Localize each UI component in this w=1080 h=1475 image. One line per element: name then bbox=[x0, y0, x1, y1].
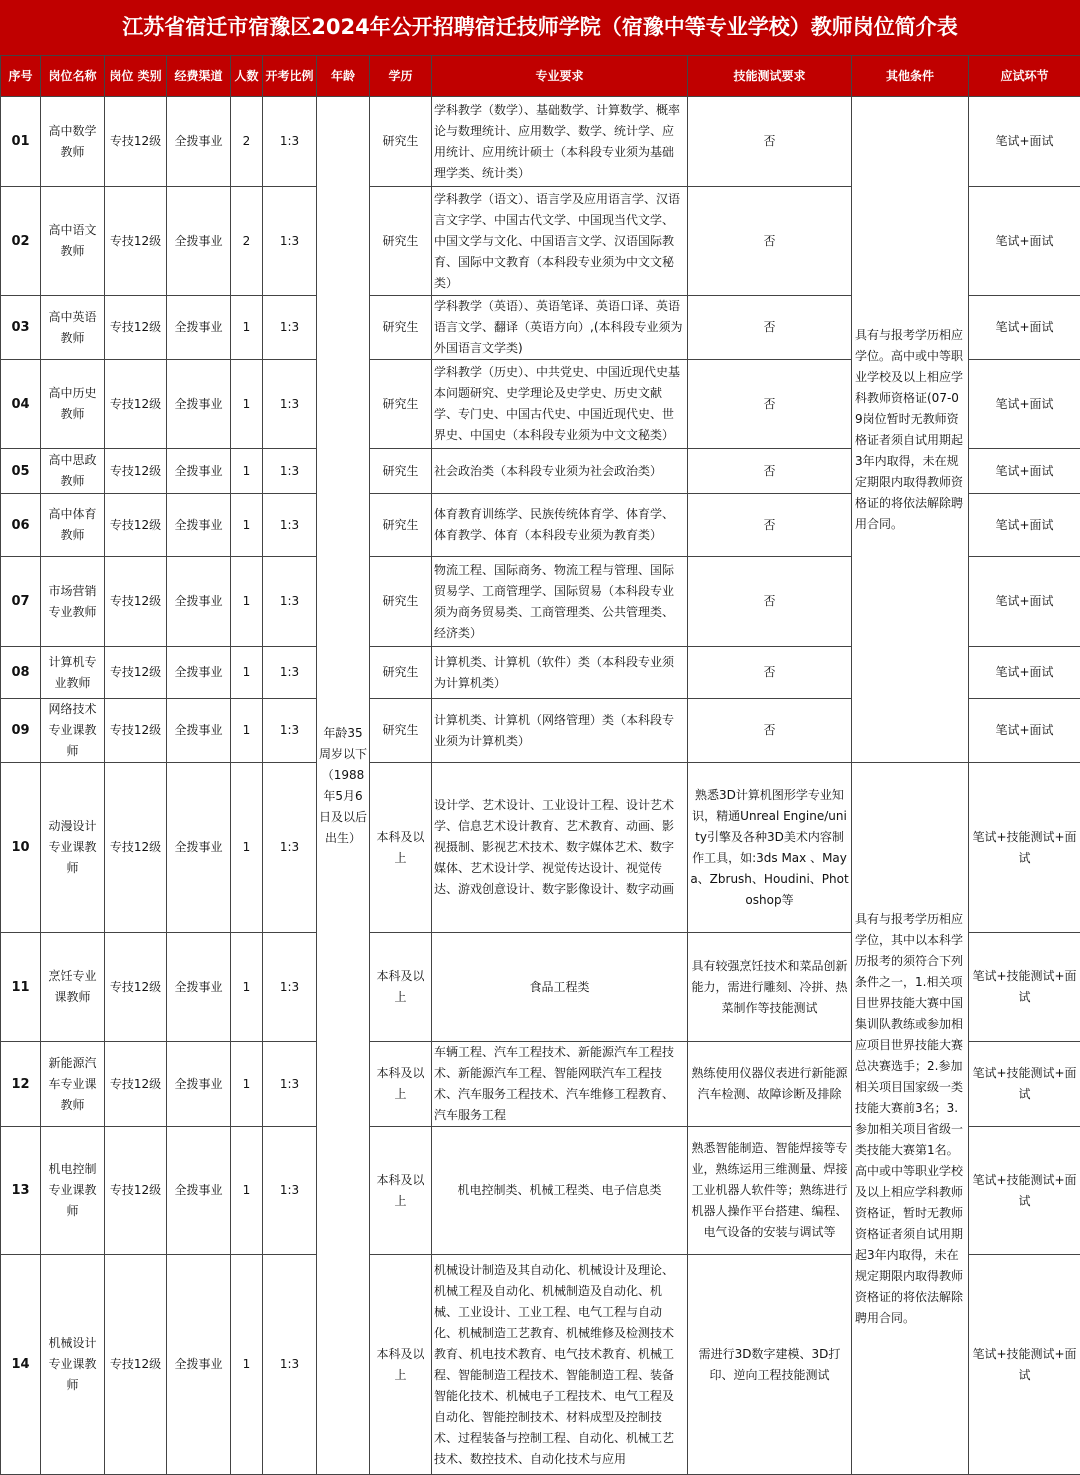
cell-category: 专技12级 bbox=[105, 449, 167, 494]
header-funding: 经费渠道 bbox=[167, 56, 231, 97]
cell-major: 体育教育训练学、民族传统体育学、体育学、体育教学、体育（本科段专业须为教育类） bbox=[432, 494, 688, 557]
table-row bbox=[1, 763, 1080, 933]
cell-count: 1 bbox=[231, 449, 263, 494]
cell-skill-test: 需进行3D数字建模、3D打印、逆向工程技能测试 bbox=[688, 1255, 852, 1475]
cell-category: 专技12级 bbox=[105, 494, 167, 557]
cell-exam: 笔试+面试 bbox=[969, 699, 1080, 763]
cell-funding: 全拨事业 bbox=[167, 449, 231, 494]
cell-count: 1 bbox=[231, 647, 263, 699]
cell-major: 设计学、艺术设计、工业设计工程、设计艺术学、信息艺术设计教育、艺术教育、动画、影视摄制、影视艺术技术、数字媒体艺术、数字媒体、艺术设计学、视觉传达设计、视觉传达、游戏创意设计、数字影像设计、数字动画 bbox=[432, 763, 688, 933]
cell-funding: 全拨事业 bbox=[167, 494, 231, 557]
cell-count: 2 bbox=[231, 187, 263, 296]
cell-skill-test: 否 bbox=[688, 557, 852, 647]
cell-major: 车辆工程、汽车工程技术、新能源汽车工程技术、新能源汽车工程、智能网联汽车工程技术、汽车服务工程技术、汽车维修工程教育、汽车服务工程 bbox=[432, 1042, 688, 1127]
header-ratio: 开考比例 bbox=[263, 56, 317, 97]
cell-ratio: 1:3 bbox=[263, 449, 317, 494]
cell-funding: 全拨事业 bbox=[167, 187, 231, 296]
cell-funding: 全拨事业 bbox=[167, 647, 231, 699]
cell-seq: 08 bbox=[1, 647, 41, 699]
header-other: 其他条件 bbox=[852, 56, 969, 97]
cell-other-conditions: 具有与报考学历相应学位。高中或中等职业学校及以上相应学科教师资格证(07-09岗位暂时无教师资格证者须自试用期起3年内取得，未在规定期限内取得教师资格证的将依法解除聘用合同。 bbox=[852, 97, 969, 763]
cell-major: 学科教学（数学）、基础数学、计算数学、概率论与数理统计、应用数学、数学、统计学、应用统计、应用统计硕士（本科段专业须为基础理学类、统计类） bbox=[432, 97, 688, 187]
cell-funding: 全拨事业 bbox=[167, 1255, 231, 1475]
cell-ratio: 1:3 bbox=[263, 933, 317, 1042]
cell-funding: 全拨事业 bbox=[167, 933, 231, 1042]
cell-skill-test: 否 bbox=[688, 494, 852, 557]
cell-major: 计算机类、计算机（网络管理）类（本科段专业须为计算机类） bbox=[432, 699, 688, 763]
cell-funding: 全拨事业 bbox=[167, 763, 231, 933]
cell-major: 学科教学（英语）、英语笔译、英语口译、英语语言文学、翻译（英语方向）,(本科段专业须为外国语言文学类) bbox=[432, 296, 688, 360]
cell-count: 1 bbox=[231, 557, 263, 647]
cell-seq: 03 bbox=[1, 296, 41, 360]
cell-ratio: 1:3 bbox=[263, 647, 317, 699]
cell-seq: 12 bbox=[1, 1042, 41, 1127]
cell-exam: 笔试+面试 bbox=[969, 360, 1080, 449]
cell-count: 1 bbox=[231, 1042, 263, 1127]
cell-funding: 全拨事业 bbox=[167, 557, 231, 647]
cell-education: 研究生 bbox=[370, 494, 432, 557]
cell-seq: 07 bbox=[1, 557, 41, 647]
cell-education: 研究生 bbox=[370, 699, 432, 763]
cell-skill-test: 否 bbox=[688, 360, 852, 449]
header-skill-test: 技能测试要求 bbox=[688, 56, 852, 97]
page-title: 江苏省宿迁市宿豫区2024年公开招聘宿迁技师学院（宿豫中等专业学校）教师岗位简介表 bbox=[0, 0, 1080, 55]
cell-major: 物流工程、国际商务、物流工程与管理、国际贸易学、工商管理学、国际贸易（本科段专业须为商务贸易类、工商管理类、公共管理类、经济类） bbox=[432, 557, 688, 647]
cell-exam: 笔试+技能测试+面试 bbox=[969, 1127, 1080, 1255]
cell-name: 高中语文教师 bbox=[41, 187, 105, 296]
cell-count: 1 bbox=[231, 1127, 263, 1255]
cell-ratio: 1:3 bbox=[263, 296, 317, 360]
cell-education: 本科及以上 bbox=[370, 1042, 432, 1127]
cell-count: 1 bbox=[231, 933, 263, 1042]
cell-name: 高中英语教师 bbox=[41, 296, 105, 360]
cell-name: 网络技术专业课教师 bbox=[41, 699, 105, 763]
cell-major: 机械设计制造及其自动化、机械设计及理论、机械工程及自动化、机械制造及自动化、机械、工业设计、工业工程、电气工程与自动化、机械制造工艺教育、机械维修及检测技术教育、机电技术教育、电气技术教育、机械工程、智能制造工程技术、智能制造工程、装备智能化技术、机械电子工程技术、电气工程及自动化、智能控制技术、材料成型及控制技术、过程装备与控制工程、自动化、机械工艺技术、数控技术、自动化技术与应用 bbox=[432, 1255, 688, 1475]
cell-major: 食品工程类 bbox=[432, 933, 688, 1042]
cell-count: 1 bbox=[231, 296, 263, 360]
cell-category: 专技12级 bbox=[105, 187, 167, 296]
cell-exam: 笔试+面试 bbox=[969, 449, 1080, 494]
cell-major: 学科教学（历史）、中共党史、中国近现代史基本问题研究、史学理论及史学史、历史文献学、专门史、中国古代史、中国近现代史、世界史、中国史（本科段专业须为中文文秘类） bbox=[432, 360, 688, 449]
cell-category: 专技12级 bbox=[105, 97, 167, 187]
cell-ratio: 1:3 bbox=[263, 494, 317, 557]
cell-name: 高中历史教师 bbox=[41, 360, 105, 449]
cell-skill-test: 否 bbox=[688, 296, 852, 360]
header-age: 年龄 bbox=[317, 56, 370, 97]
header-education: 学历 bbox=[370, 56, 432, 97]
cell-exam: 笔试+面试 bbox=[969, 97, 1080, 187]
cell-name: 烹饪专业课教师 bbox=[41, 933, 105, 1042]
cell-count: 1 bbox=[231, 699, 263, 763]
cell-education: 研究生 bbox=[370, 647, 432, 699]
cell-exam: 笔试+面试 bbox=[969, 557, 1080, 647]
cell-seq: 13 bbox=[1, 1127, 41, 1255]
cell-ratio: 1:3 bbox=[263, 763, 317, 933]
cell-education: 研究生 bbox=[370, 296, 432, 360]
cell-ratio: 1:3 bbox=[263, 1255, 317, 1475]
cell-seq: 02 bbox=[1, 187, 41, 296]
cell-count: 1 bbox=[231, 494, 263, 557]
cell-skill-test: 否 bbox=[688, 187, 852, 296]
table-row bbox=[1, 97, 1080, 187]
cell-education: 研究生 bbox=[370, 97, 432, 187]
cell-ratio: 1:3 bbox=[263, 97, 317, 187]
cell-exam: 笔试+面试 bbox=[969, 494, 1080, 557]
cell-major: 计算机类、计算机（软件）类（本科段专业须为计算机类） bbox=[432, 647, 688, 699]
cell-funding: 全拨事业 bbox=[167, 1127, 231, 1255]
cell-other-conditions: 具有与报考学历相应学位，其中以本科学历报考的须符合下列条件之一，1.相关项目世界技能大赛中国集训队教练或参加相应项目世界技能大赛总决赛选手；2.参加相关项目国家级一类技能大赛前3名；3.参加相关项目省级一类技能大赛第1名。高中或中等职业学校及以上相应学科教师资格证，暂时无教师资格证者须自试用期起3年内取得，未在规定期限内取得教师资格证的将依法解除聘用合同。 bbox=[852, 763, 969, 1475]
cell-exam: 笔试+面试 bbox=[969, 647, 1080, 699]
cell-education: 本科及以上 bbox=[370, 933, 432, 1042]
cell-name: 机电控制专业课教师 bbox=[41, 1127, 105, 1255]
cell-skill-test: 熟悉3D计算机图形学专业知识，精通Unreal Engine/unity引擎及各种3D美术内容制作工具，如:3ds Max 、Maya、Zbrush、Houdini、Photoshop等 bbox=[688, 763, 852, 933]
cell-category: 专技12级 bbox=[105, 933, 167, 1042]
positions-table bbox=[0, 55, 1080, 1475]
header-count: 人数 bbox=[231, 56, 263, 97]
cell-skill-test: 熟练使用仪器仪表进行新能源汽车检测、故障诊断及排除 bbox=[688, 1042, 852, 1127]
cell-education: 研究生 bbox=[370, 360, 432, 449]
cell-name: 计算机专业教师 bbox=[41, 647, 105, 699]
cell-skill-test: 否 bbox=[688, 449, 852, 494]
cell-funding: 全拨事业 bbox=[167, 1042, 231, 1127]
cell-major: 社会政治类（本科段专业须为社会政治类） bbox=[432, 449, 688, 494]
header-name: 岗位名称 bbox=[41, 56, 105, 97]
cell-education: 研究生 bbox=[370, 187, 432, 296]
cell-category: 专技12级 bbox=[105, 1255, 167, 1475]
cell-funding: 全拨事业 bbox=[167, 699, 231, 763]
cell-category: 专技12级 bbox=[105, 1042, 167, 1127]
cell-seq: 14 bbox=[1, 1255, 41, 1475]
cell-skill-test: 否 bbox=[688, 647, 852, 699]
cell-count: 1 bbox=[231, 360, 263, 449]
cell-exam: 笔试+面试 bbox=[969, 187, 1080, 296]
cell-exam: 笔试+技能测试+面试 bbox=[969, 763, 1080, 933]
cell-seq: 11 bbox=[1, 933, 41, 1042]
cell-seq: 09 bbox=[1, 699, 41, 763]
cell-count: 2 bbox=[231, 97, 263, 187]
cell-ratio: 1:3 bbox=[263, 1042, 317, 1127]
cell-ratio: 1:3 bbox=[263, 1127, 317, 1255]
cell-category: 专技12级 bbox=[105, 1127, 167, 1255]
cell-category: 专技12级 bbox=[105, 557, 167, 647]
cell-count: 1 bbox=[231, 1255, 263, 1475]
cell-funding: 全拨事业 bbox=[167, 97, 231, 187]
cell-name: 高中数学教师 bbox=[41, 97, 105, 187]
cell-name: 高中思政教师 bbox=[41, 449, 105, 494]
cell-age: 年龄35周岁以下（1988年5月6日及以后出生） bbox=[317, 97, 370, 1475]
cell-skill-test: 否 bbox=[688, 699, 852, 763]
cell-major: 机电控制类、机械工程类、电子信息类 bbox=[432, 1127, 688, 1255]
cell-name: 新能源汽车专业课教师 bbox=[41, 1042, 105, 1127]
cell-exam: 笔试+技能测试+面试 bbox=[969, 933, 1080, 1042]
cell-funding: 全拨事业 bbox=[167, 296, 231, 360]
cell-ratio: 1:3 bbox=[263, 187, 317, 296]
cell-name: 高中体育教师 bbox=[41, 494, 105, 557]
cell-exam: 笔试+技能测试+面试 bbox=[969, 1042, 1080, 1127]
cell-education: 本科及以上 bbox=[370, 763, 432, 933]
cell-seq: 01 bbox=[1, 97, 41, 187]
cell-ratio: 1:3 bbox=[263, 699, 317, 763]
cell-education: 本科及以上 bbox=[370, 1127, 432, 1255]
cell-name: 动漫设计专业课教师 bbox=[41, 763, 105, 933]
cell-seq: 05 bbox=[1, 449, 41, 494]
cell-name: 机械设计专业课教师 bbox=[41, 1255, 105, 1475]
cell-skill-test: 熟悉智能制造、智能焊接等专业，熟练运用三维测量、焊接工业机器人软件等；熟练进行机器人操作平台搭建、编程、电气设备的安装与调试等 bbox=[688, 1127, 852, 1255]
cell-skill-test: 具有较强烹饪技术和菜品创新能力，需进行雕刻、冷拼、热菜制作等技能测试 bbox=[688, 933, 852, 1042]
cell-education: 研究生 bbox=[370, 557, 432, 647]
cell-skill-test: 否 bbox=[688, 97, 852, 187]
cell-major: 学科教学（语文）、语言学及应用语言学、汉语言文字学、中国古代文学、中国现当代文学、中国文学与文化、中国语言文学、汉语国际教育、国际中文教育（本科段专业须为中文文秘类） bbox=[432, 187, 688, 296]
cell-seq: 04 bbox=[1, 360, 41, 449]
cell-category: 专技12级 bbox=[105, 699, 167, 763]
header-major: 专业要求 bbox=[432, 56, 688, 97]
cell-category: 专技12级 bbox=[105, 763, 167, 933]
header-row bbox=[1, 56, 1080, 97]
cell-education: 研究生 bbox=[370, 449, 432, 494]
cell-category: 专技12级 bbox=[105, 647, 167, 699]
cell-category: 专技12级 bbox=[105, 360, 167, 449]
cell-exam: 笔试+面试 bbox=[969, 296, 1080, 360]
cell-category: 专技12级 bbox=[105, 296, 167, 360]
header-category: 岗位 类别 bbox=[105, 56, 167, 97]
cell-seq: 06 bbox=[1, 494, 41, 557]
cell-seq: 10 bbox=[1, 763, 41, 933]
cell-name: 市场营销专业教师 bbox=[41, 557, 105, 647]
header-seq: 序号 bbox=[1, 56, 41, 97]
cell-funding: 全拨事业 bbox=[167, 360, 231, 449]
cell-ratio: 1:3 bbox=[263, 557, 317, 647]
header-exam: 应试环节 bbox=[969, 56, 1080, 97]
cell-ratio: 1:3 bbox=[263, 360, 317, 449]
cell-count: 1 bbox=[231, 763, 263, 933]
cell-education: 本科及以上 bbox=[370, 1255, 432, 1475]
cell-exam: 笔试+技能测试+面试 bbox=[969, 1255, 1080, 1475]
